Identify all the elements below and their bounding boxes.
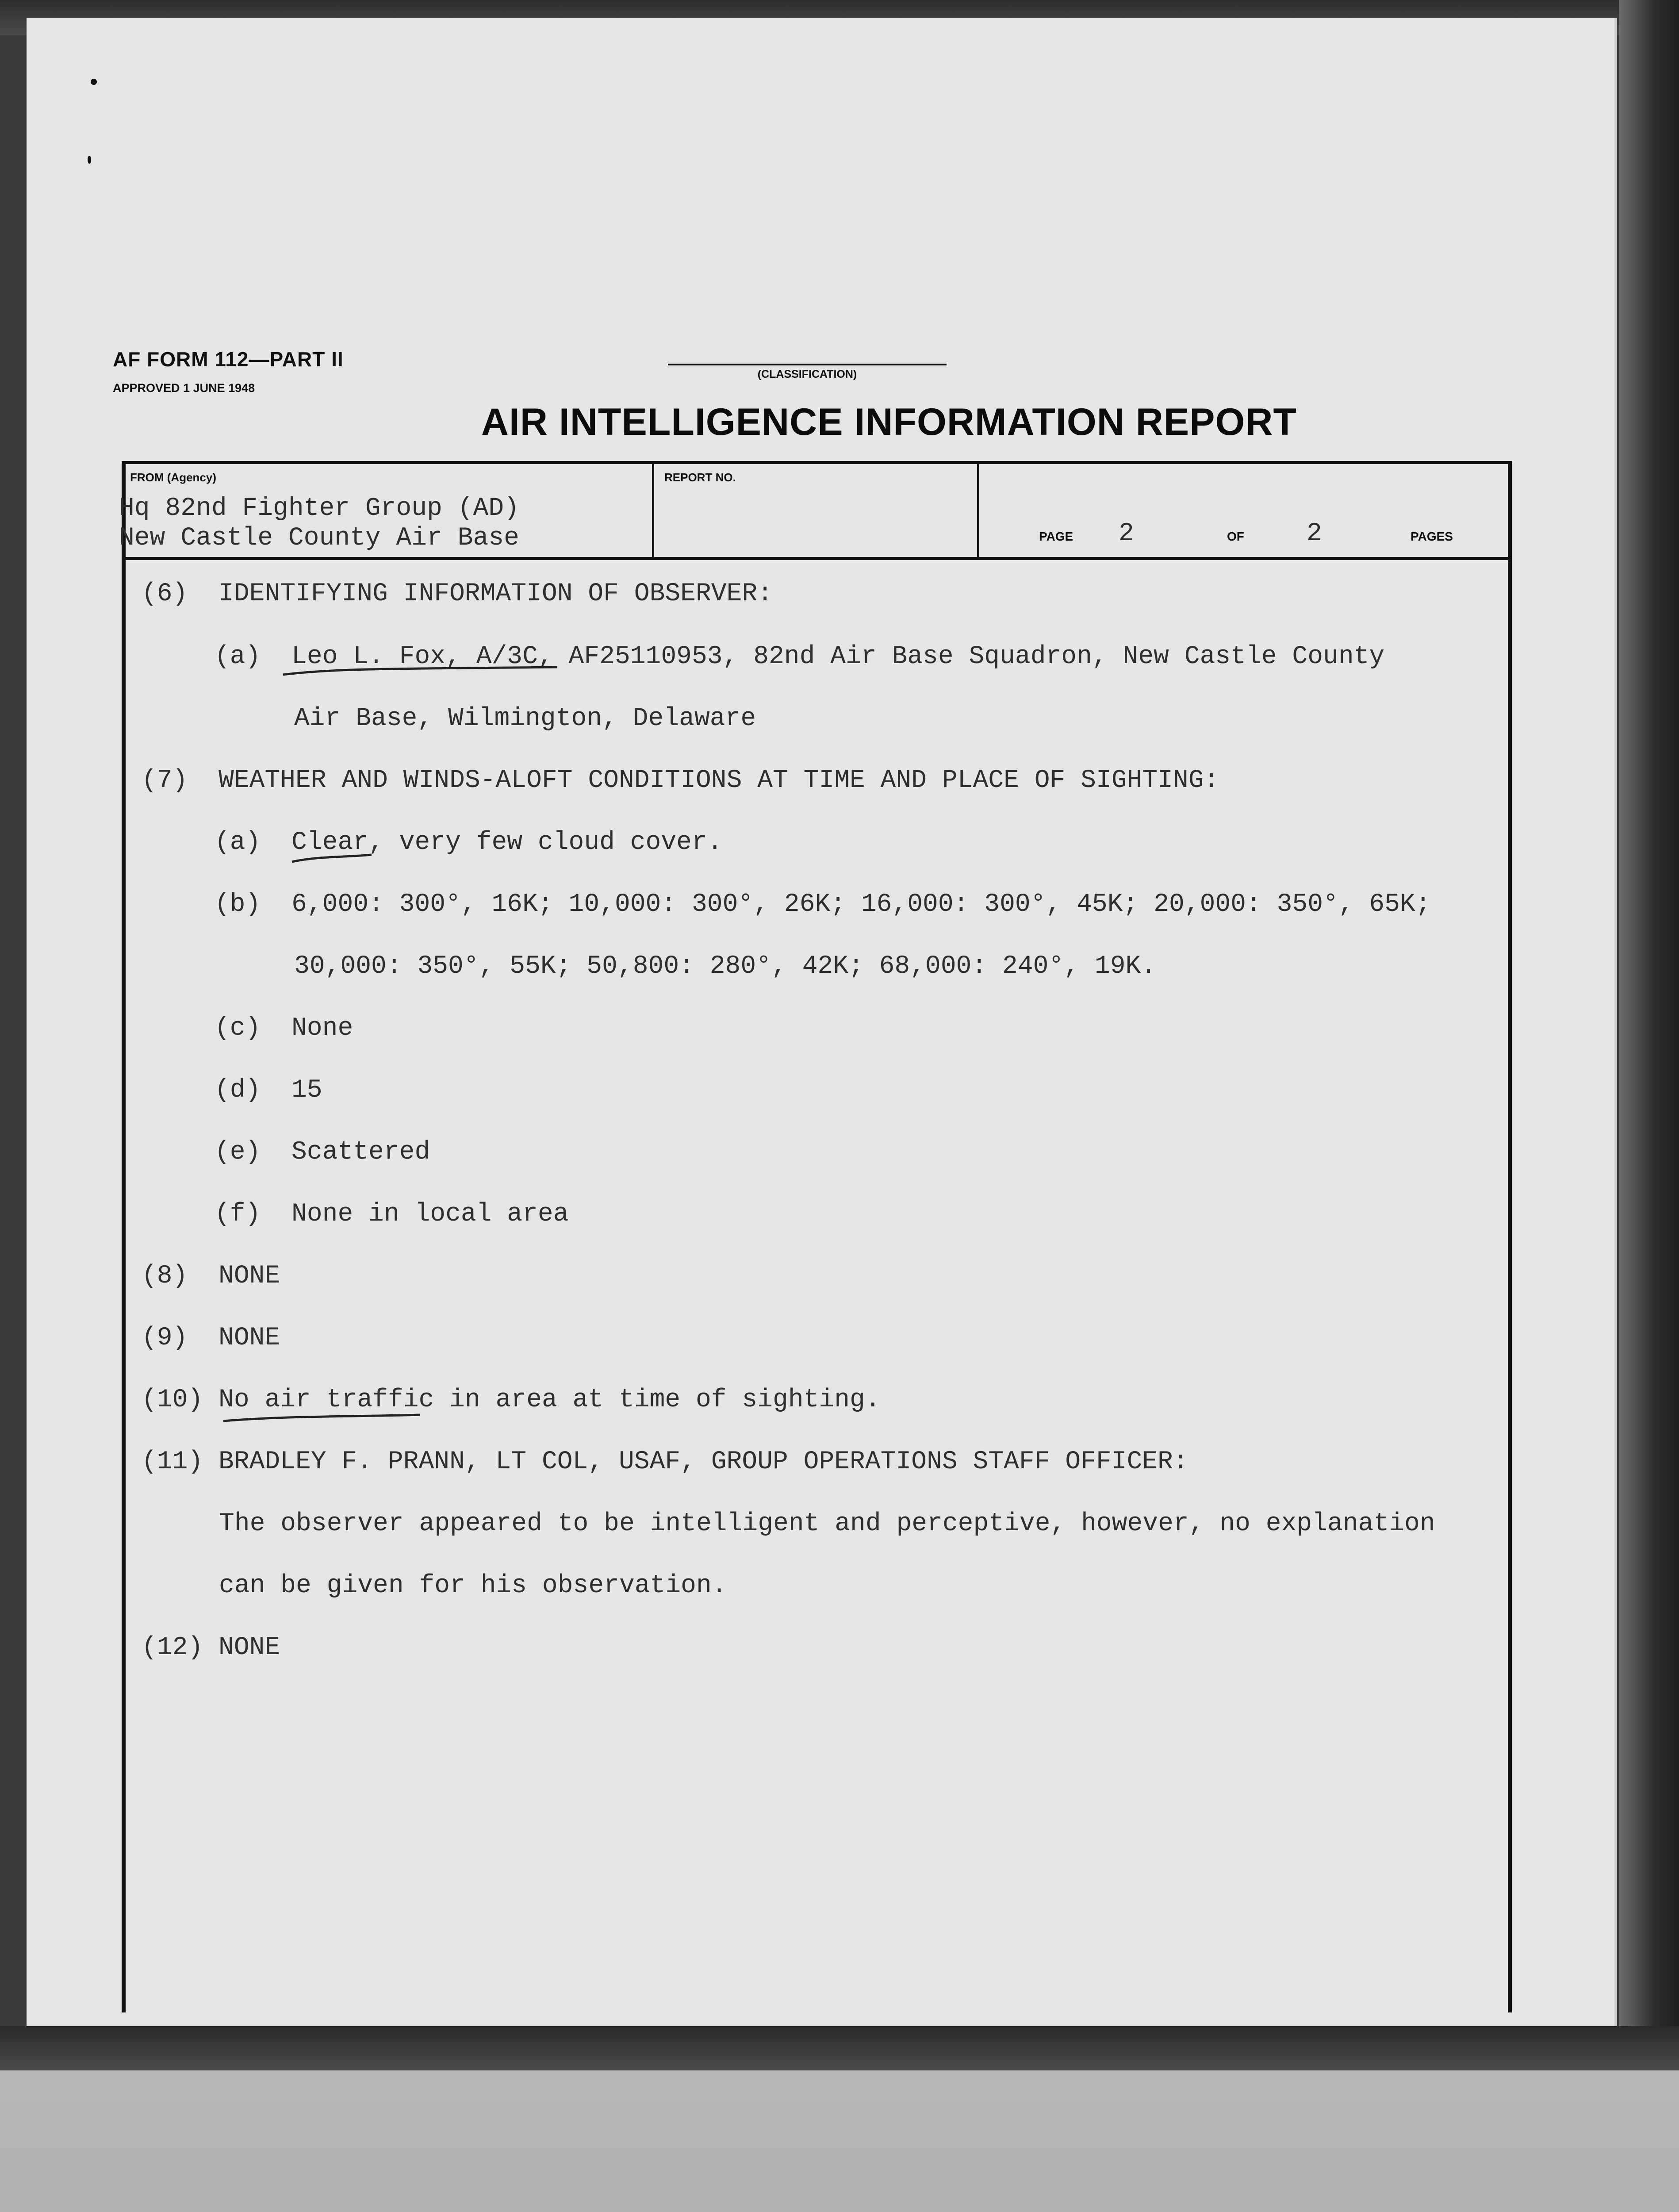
item-7b-line1: (b) 6,000: 300°, 16K; 10,000: 300°, 26K; 16,000: 300°, 45K; 20,000: 350°, 65K; — [215, 890, 1431, 919]
from-agency-line: New Castle County Air Base — [119, 524, 519, 553]
item-11: (11) BRADLEY F. PRANN, LT COL, USAF, GROUP OPERATIONS STAFF OFFICER: — [142, 1448, 1188, 1476]
underline-mark — [283, 667, 557, 675]
item-7e: (e) Scattered — [215, 1138, 430, 1167]
total-pages: 2 — [1307, 519, 1322, 548]
scan-shadow-band — [0, 2026, 1679, 2070]
item-6a-line1: (a) Leo L. Fox, A/3C, AF25110953, 82nd Air Base Squadron, New Castle County — [215, 642, 1385, 671]
item-12: (12) NONE — [142, 1633, 280, 1662]
item-10: (10) No air traffic in area at time of sighting. — [142, 1386, 881, 1414]
pages-label: PAGES — [1411, 530, 1453, 543]
item-7b-line2: 30,000: 350°, 55K; 50,800: 280°, 42K; 68,000: 240°, 19K. — [294, 952, 1157, 981]
approval-date: APPROVED 1 JUNE 1948 — [113, 381, 255, 395]
item-6: (6) IDENTIFYING INFORMATION OF OBSERVER: — [142, 580, 773, 608]
of-label: OF — [1227, 530, 1244, 543]
page-number: 2 — [1119, 519, 1134, 548]
underline-mark — [292, 855, 372, 862]
item-7: (7) WEATHER AND WINDS-ALOFT CONDITIONS AT TIME AND PLACE OF SIGHTING: — [142, 766, 1219, 795]
item-11-text-line1: The observer appeared to be intelligent and perceptive, however, no explanation — [219, 1509, 1435, 1538]
item-6a-line2: Air Base, Wilmington, Delaware — [294, 704, 756, 733]
item-7a: (a) Clear, very few cloud cover. — [215, 828, 723, 857]
item-11-text-line2: can be given for his observation. — [219, 1571, 727, 1600]
form-id: AF FORM 112—PART II — [113, 348, 344, 371]
item-7f: (f) None in local area — [215, 1200, 569, 1229]
underlying-page — [0, 2070, 1679, 2212]
item-8: (8) NONE — [142, 1262, 280, 1290]
item-7c: (c) None — [215, 1014, 353, 1043]
underline-mark — [223, 1415, 420, 1421]
item-9: (9) NONE — [142, 1324, 280, 1352]
classification-label: (CLASSIFICATION) — [757, 368, 857, 380]
from-agency-line: Hq 82nd Fighter Group (AD) — [119, 494, 519, 523]
page-label: PAGE — [1039, 530, 1073, 543]
report-no-label: REPORT NO. — [664, 471, 736, 484]
item-7d: (d) 15 — [215, 1076, 322, 1105]
report-title: AIR INTELLIGENCE INFORMATION REPORT — [481, 401, 1297, 443]
from-label: FROM (Agency) — [130, 471, 216, 484]
